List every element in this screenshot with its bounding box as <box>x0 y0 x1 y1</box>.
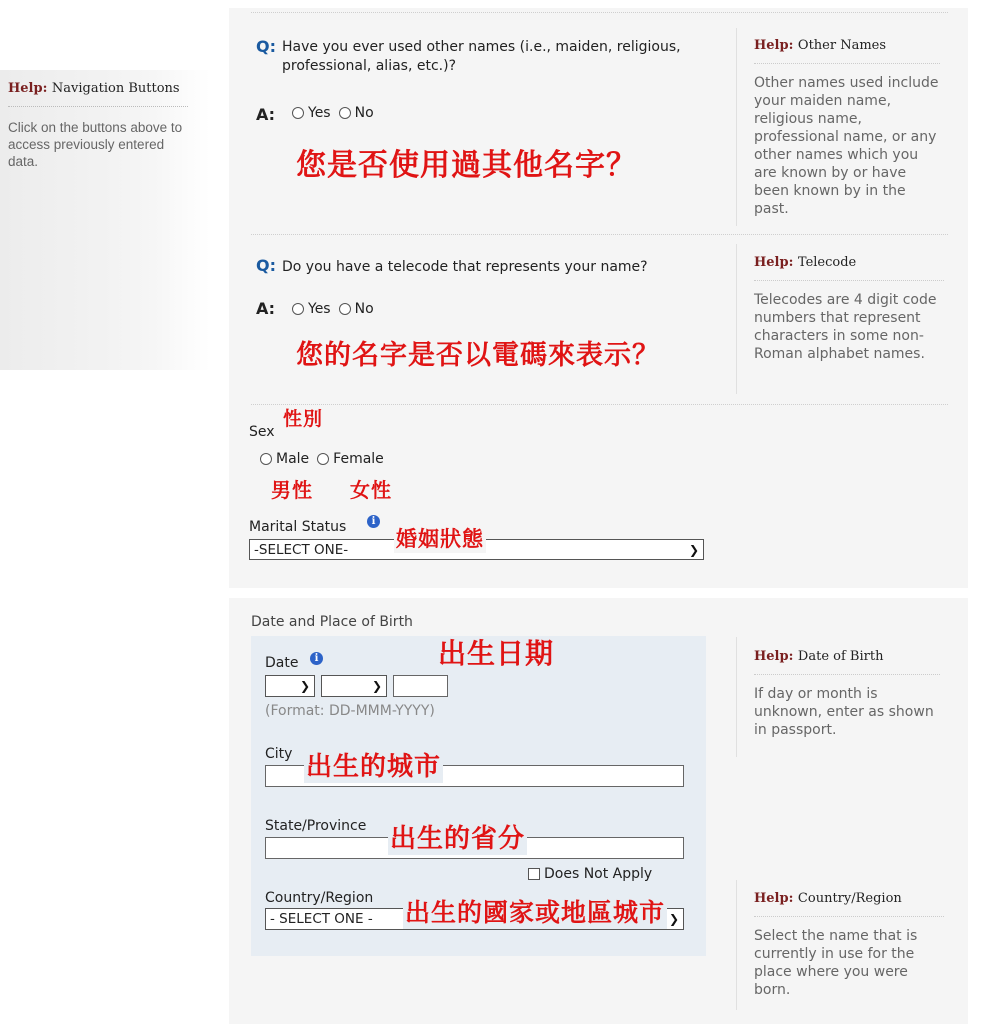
answer-label: A: <box>256 299 276 318</box>
help-topic: Navigation Buttons <box>51 81 180 96</box>
help-separator <box>736 244 737 394</box>
telecode-no-option[interactable]: No <box>339 301 374 317</box>
country-annotation: 出生的國家或地區城市 <box>403 893 667 929</box>
radio-button[interactable] <box>339 303 351 315</box>
female-annotation: 女性 <box>350 478 392 502</box>
chevron-down-icon: ❯ <box>688 542 699 557</box>
divider <box>754 674 940 675</box>
radio-button[interactable] <box>317 453 329 465</box>
other-names-question: Have you ever used other names (i.e., maiden, religious, professional, alias, etc.)? <box>282 39 681 74</box>
other-names-help <box>754 38 940 218</box>
navigation-help-box <box>0 70 210 370</box>
divider <box>8 106 188 107</box>
country-help-text: Select the name that is currently in use for the place where you were born. <box>754 928 918 998</box>
top-divider <box>251 12 948 13</box>
answer-label: A: <box>256 105 276 124</box>
country-label: Country/Region <box>265 890 374 906</box>
date-of-birth-help-text: If day or month is unknown, enter as shown in passport. <box>754 686 934 738</box>
telecode-question: Do you have a telecode that represents your name? <box>282 259 648 275</box>
city-annotation: 出生的城市 <box>304 746 443 783</box>
info-icon[interactable]: i <box>367 515 380 528</box>
sex-label: Sex <box>249 424 275 440</box>
birth-month-select[interactable] <box>321 675 387 697</box>
help-separator <box>736 880 737 1010</box>
telecode-help <box>754 255 944 363</box>
city-label: City <box>265 746 293 762</box>
telecode-yes-option[interactable]: Yes <box>292 301 331 317</box>
marital-status-select[interactable]: -SELECT ONE- ❯ <box>249 539 704 560</box>
section-divider <box>251 234 948 235</box>
radio-button[interactable] <box>292 303 304 315</box>
sex-radio-group <box>260 451 392 467</box>
section-divider <box>251 404 948 405</box>
date-of-birth-help <box>754 649 940 739</box>
date-of-birth-help-title: Help: Date of Birth <box>754 649 884 664</box>
sex-male-option[interactable]: Male <box>260 451 309 467</box>
state-label: State/Province <box>265 818 367 834</box>
help-prefix: Help: <box>8 81 48 96</box>
radio-button[interactable] <box>339 107 351 119</box>
state-annotation: 出生的省分 <box>388 818 527 855</box>
other-names-help-text: Other names used include your maiden name, religious name, professional name, or any other names which you are known by or have been known by in the past. <box>754 75 939 217</box>
birth-day-select[interactable] <box>265 675 315 697</box>
divider <box>754 280 944 281</box>
divider <box>754 63 940 64</box>
question-label: Q: <box>256 37 276 56</box>
radio-button[interactable] <box>260 453 272 465</box>
date-format-hint: (Format: DD-MMM-YYYY) <box>265 703 435 719</box>
does-not-apply-checkbox[interactable] <box>528 868 540 880</box>
other-names-yes-option[interactable]: Yes <box>292 105 331 121</box>
telecode-annotation: 您的名字是否以電碼來表示？ <box>296 340 660 371</box>
other-names-help-title: Help: Other Names <box>754 38 887 53</box>
info-icon[interactable]: i <box>310 652 323 665</box>
marital-status-label: Marital Status <box>249 519 347 535</box>
sex-female-option[interactable]: Female <box>317 451 384 467</box>
divider <box>754 916 944 917</box>
date-label: Date <box>265 655 299 671</box>
birth-section-title: Date and Place of Birth <box>251 614 413 630</box>
country-help <box>754 891 944 999</box>
chevron-down-icon: ❯ <box>371 679 382 693</box>
navigation-help-title <box>8 81 180 96</box>
telecode-help-title: Help: Telecode <box>754 255 857 270</box>
question-label: Q: <box>256 256 276 275</box>
help-separator <box>736 637 737 757</box>
marital-status-annotation: 婚姻狀態 <box>394 523 486 553</box>
date-annotation: 出生日期 <box>438 637 555 670</box>
chevron-down-icon: ❯ <box>668 912 679 926</box>
other-names-annotation: 您是否使用過其他名字？ <box>296 148 637 183</box>
birth-country-select[interactable]: - SELECT ONE - ❯ <box>265 908 684 930</box>
navigation-help-text: Click on the buttons above to access previously entered data. <box>8 120 183 169</box>
birth-year-input[interactable] <box>393 675 448 697</box>
help-separator <box>736 28 737 226</box>
chevron-down-icon: ❯ <box>299 679 310 693</box>
radio-button[interactable] <box>292 107 304 119</box>
telecode-radio-group <box>292 301 382 317</box>
other-names-no-option[interactable]: No <box>339 105 374 121</box>
male-annotation: 男性 <box>271 478 313 502</box>
sex-annotation: 性別 <box>283 408 324 430</box>
country-help-title: Help: Country/Region <box>754 891 902 906</box>
telecode-help-text: Telecodes are 4 digit code numbers that represent characters in some non-Roman alphabet names. <box>754 292 937 362</box>
other-names-radio-group <box>292 105 382 121</box>
does-not-apply-option[interactable]: Does Not Apply <box>528 866 652 882</box>
